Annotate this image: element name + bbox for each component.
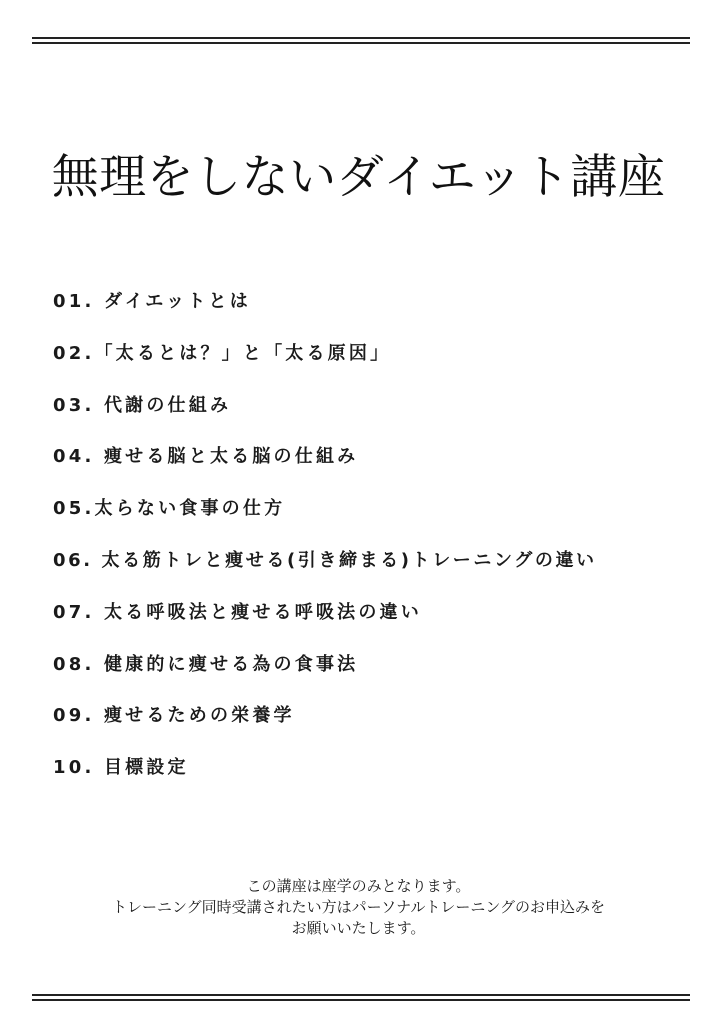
toc-item-10: 10. 目標設定 [53, 757, 189, 779]
toc-item-09: 09. 痩せるための栄養学 [53, 705, 295, 727]
bottom-rule-line-2 [32, 999, 690, 1001]
toc-item-06: 06. 太る筋トレと痩せる(引き締まる)トレーニングの違い [53, 549, 597, 571]
toc-item-05: 05.太らない食事の仕方 [53, 498, 286, 520]
note-line-2: トレーニング同時受講されたい方はパーソナルトレーニングのお申込みを [111, 898, 606, 916]
toc-item-04: 04. 痩せる脳と太る脳の仕組み [53, 446, 359, 468]
table-of-contents [53, 287, 597, 805]
top-double-rule [32, 37, 690, 44]
bottom-rule-line-1 [32, 994, 690, 996]
toc-item-07: 07. 太る呼吸法と痩せる呼吸法の違い [53, 601, 422, 623]
top-rule-line-2 [32, 42, 690, 44]
note-line-1: この講座は座学のみとなります。 [246, 877, 471, 895]
toc-item-03: 03. 代謝の仕組み [53, 394, 232, 416]
course-note [0, 876, 717, 939]
note-line-3: お願いいたします。 [291, 919, 426, 937]
toc-item-02: 02.「太るとは？」と「太る原因」 [53, 342, 392, 364]
toc-item-08: 08. 健康的に痩せる為の食事法 [53, 653, 359, 675]
page-title: 無理をしないダイエット講座 [51, 150, 666, 205]
toc-item-01: 01. ダイエットとは [53, 291, 251, 312]
bottom-double-rule [32, 994, 690, 1001]
top-rule-line-1 [32, 37, 690, 39]
